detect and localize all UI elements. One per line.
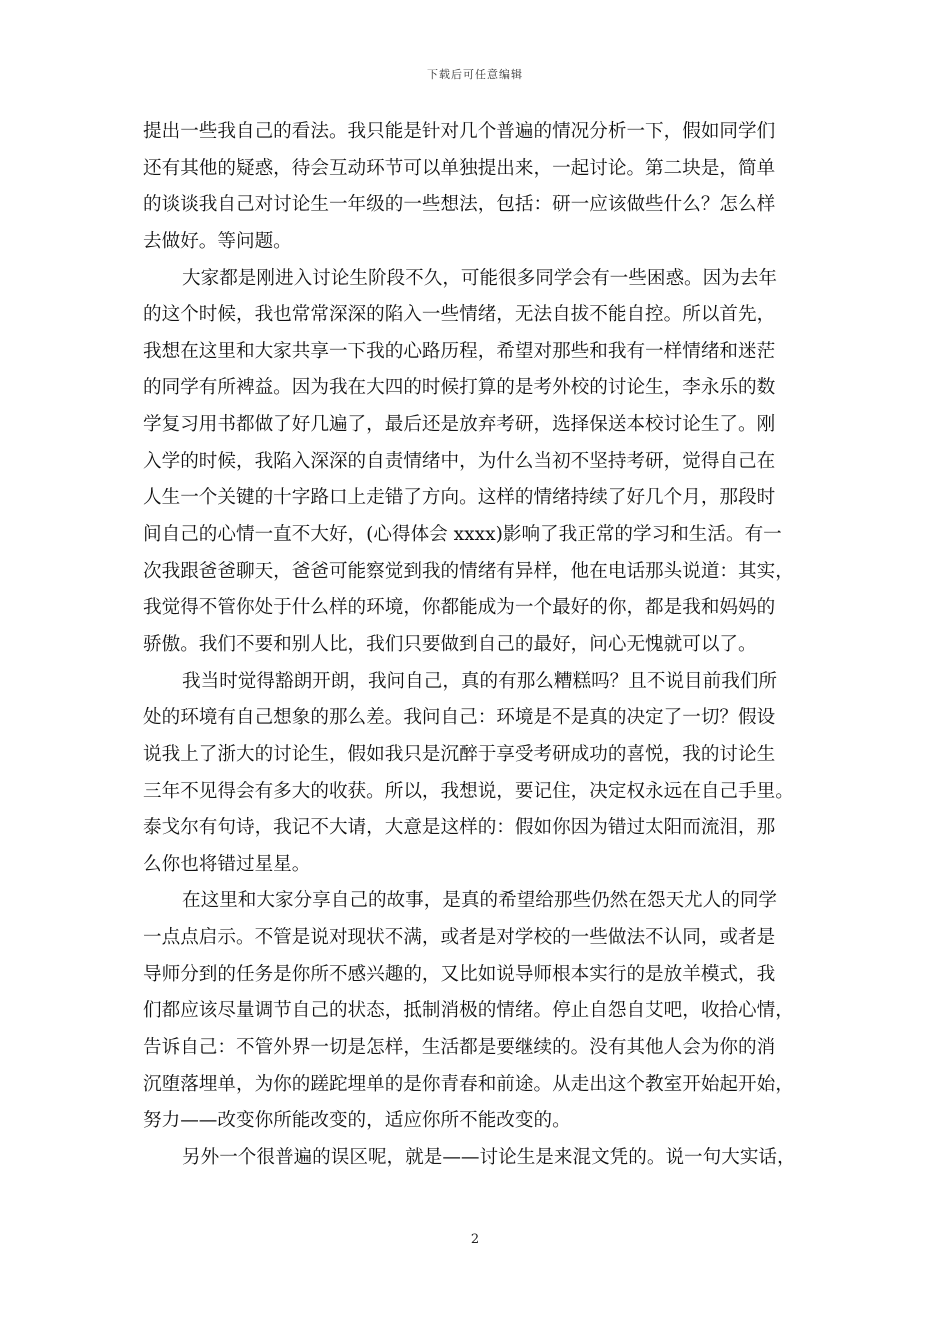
- text-line: 一点点启示。不管是说对现状不满，或者是对学校的一些做法不认同，或者是: [143, 927, 776, 949]
- text-line: 我当时觉得豁朗开朗，我问自己，真的有那么糟糕吗？且不说目前我们所: [182, 670, 778, 692]
- text-line: 在这里和大家分享自己的故事，是真的希望给那些仍然在怨天尤人的同学: [182, 890, 778, 912]
- text-line: 么你也将错过星星。: [143, 853, 311, 875]
- text-line: 导师分到的任务是你所不感兴趣的，又比如说导师根本实行的是放羊模式，我: [143, 963, 776, 985]
- page-header: 下载后可任意编辑: [427, 68, 523, 81]
- text-line: 我想在这里和大家共享一下我的心路历程，希望对那些和我有一样情绪和迷茫: [143, 340, 776, 362]
- text-line: 沉堕落埋单，为你的蹉跎埋单的是你青春和前途。从走出这个教室开始起开始，: [143, 1073, 794, 1095]
- text-line: 的同学有所裨益。因为我在大四的时候打算的是考外校的讨论生，李永乐的数: [143, 377, 776, 399]
- text-line: 的谈谈我自己对讨论生一年级的一些想法，包括：研一应该做些什么？怎么样: [143, 194, 776, 216]
- text-line: 大家都是刚进入讨论生阶段不久，可能很多同学会有一些困惑。因为去年: [182, 267, 778, 289]
- text-line: 入学的时候，我陷入深深的自责情绪中，为什么当初不坚持考研，觉得自己在: [143, 450, 776, 472]
- text-line: 三年不见得会有多大的收获。所以，我想说，要记住，决定权永远在自己手里。: [143, 780, 794, 802]
- text-line: 学复习用书都做了好几遍了，最后还是放弃考研，选择保送本校讨论生了。刚: [143, 414, 776, 436]
- text-line: 们都应该尽量调节自己的状态，抵制消极的情绪。停止自怨自艾吧，收拾心情，: [143, 1000, 794, 1022]
- text-line: 人生一个关键的十字路口上走错了方向。这样的情绪持续了好几个月，那段时: [143, 487, 776, 509]
- text-line: 还有其他的疑惑，待会互动环节可以单独提出来，一起讨论。第二块是，简单: [143, 157, 776, 179]
- text-line: 告诉自己：不管外界一切是怎样，生活都是要继续的。没有其他人会为你的消: [143, 1037, 776, 1059]
- text-line: 我觉得不管你处于什么样的环境，你都能成为一个最好的你，都是我和妈妈的: [143, 597, 776, 619]
- text-line: 的这个时候，我也常常深深的陷入一些情绪，无法自拔不能自控。所以首先，: [143, 304, 776, 326]
- text-line: 处的环境有自己想象的那么差。我问自己：环境是不是真的决定了一切？假设: [143, 707, 776, 729]
- text-line: 努力——改变你所能改变的，适应你所不能改变的。: [143, 1110, 571, 1132]
- page-number: 2: [470, 1232, 480, 1247]
- text-line: 提出一些我自己的看法。我只能是针对几个普遍的情况分析一下，假如同学们: [143, 121, 776, 142]
- text-line: 骄傲。我们不要和别人比，我们只要做到自己的最好，问心无愧就可以了。: [143, 633, 757, 655]
- text-line: 泰戈尔有句诗，我记不大请，大意是这样的：假如你因为错过太阳而流泪，那: [143, 817, 776, 839]
- text-line: 说我上了浙大的讨论生，假如我只是沉醉于享受考研成功的喜悦，我的讨论生: [143, 743, 776, 765]
- text-line: 去做好。等问题。: [143, 230, 292, 252]
- text-line: 另外一个很普遍的误区呢，就是——讨论生是来混文凭的。说一句大实话，: [182, 1146, 796, 1168]
- text-line: 次我跟爸爸聊天，爸爸可能察觉到我的情绪有异样，他在电话那头说道：其实，: [143, 560, 794, 582]
- document-body: [143, 114, 809, 1177]
- text-line: 间自己的心情一直不大好，(心得体会 xxxx)影响了我正常的学习和生活。有一: [143, 524, 782, 546]
